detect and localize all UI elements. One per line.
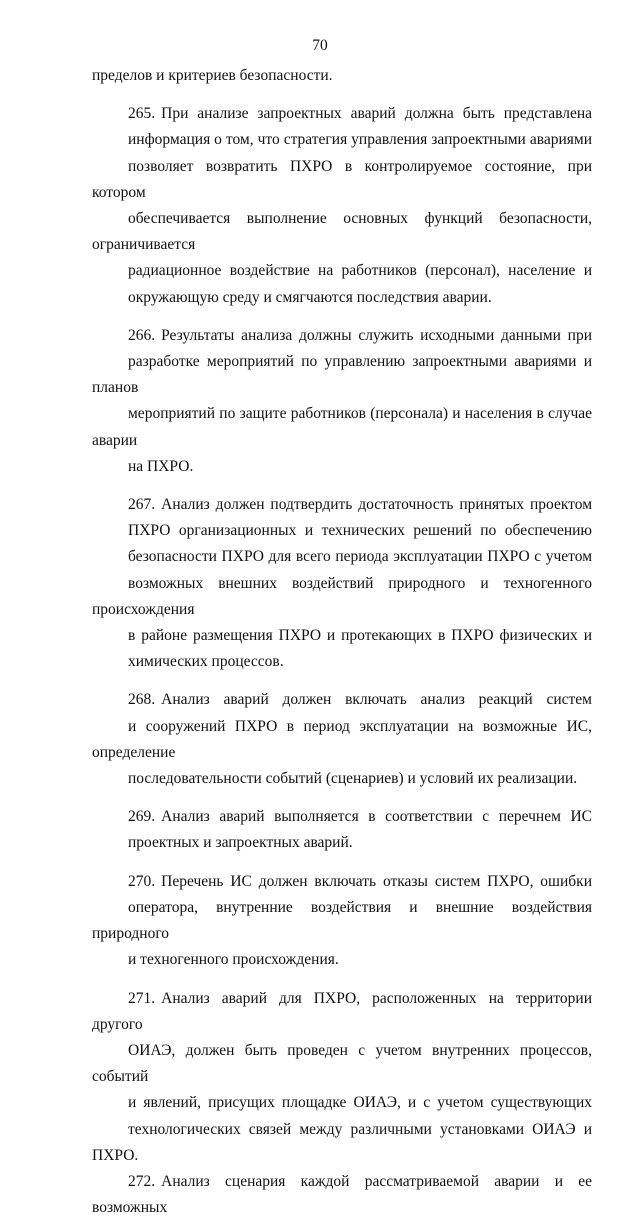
text-line (92, 895, 592, 947)
line-text: Результаты анализа должны служить исходными данными при (161, 326, 592, 344)
line-text: в районе размещения ПХРО и протекающих в ПХРО физических и (128, 627, 592, 645)
text-line (92, 947, 592, 973)
paragraph-p267 (92, 492, 592, 675)
line-text: радиационное воздействие на работников (персонал), население и (128, 262, 592, 280)
text-line (92, 492, 592, 518)
text-line (92, 623, 592, 649)
text-line (92, 258, 592, 284)
text-line (92, 1169, 592, 1221)
text-line (92, 518, 592, 544)
line-text: последовательности событий (сценариев) и условий их реализации. (128, 770, 578, 788)
line-text: оператора, внутренние воздействия и внешние воздействия природного (92, 898, 592, 943)
line-text: технологических связей между различными установками ОИАЭ и ПХРО. (92, 1120, 592, 1164)
paragraph-number: 269. (128, 808, 156, 826)
line-text: и сооружений ПХРО в период эксплуатации на возможные ИС, определение (92, 717, 592, 761)
text-line (92, 571, 592, 623)
paragraph-number: 268. (128, 691, 156, 709)
text-line (92, 869, 592, 895)
line-text: Анализ сценария каждой рассматриваемой аварии и ее возможных (92, 1172, 592, 1217)
paragraph-p268 (92, 687, 592, 792)
text-line (92, 1090, 592, 1116)
text-line (92, 206, 592, 258)
text-line (92, 323, 592, 349)
text-line (92, 766, 592, 792)
text-line (92, 101, 592, 127)
line-text: и явлений, присущих площадке ОИАЭ, и с учетом существующих (128, 1094, 592, 1112)
line-text: Анализ аварий выполняется в соответствии с перечнем ИС (161, 808, 592, 826)
text-line (92, 454, 592, 480)
page-number: 70 (312, 37, 328, 54)
line-text: ПХРО организационных и технических решений по обеспечению (128, 522, 592, 540)
line-text: ОИАЭ, должен быть проведен с учетом внутренних процессов, событий (92, 1041, 592, 1086)
text-line (92, 401, 592, 453)
line-text: химических процессов. (128, 653, 284, 671)
paragraph-p266 (92, 323, 592, 480)
text-line (92, 127, 592, 153)
paragraph-number: 271. (128, 989, 156, 1007)
document-body (92, 63, 592, 1221)
line-text: окружающую среду и смягчаются последствия аварии. (128, 288, 492, 306)
paragraph-p272 (92, 1169, 592, 1221)
line-text: Анализ должен подтвердить достаточность принятых проектом (161, 496, 592, 514)
text-line (92, 63, 592, 89)
line-text: возможных внешних воздействий природного и техногенного происхождения (92, 574, 592, 618)
paragraph-p269 (92, 804, 592, 856)
text-line (92, 1038, 592, 1090)
line-text: Перечень ИС должен включать отказы систем ПХРО, ошибки (161, 872, 592, 890)
line-text: разработке мероприятий по управлению запроектными авариями и планов (92, 353, 592, 397)
line-text: позволяет возвратить ПХРО в контролируемое состояние, при котором (92, 157, 592, 201)
text-line (92, 714, 592, 766)
text-line (92, 154, 592, 206)
paragraph-p271 (92, 986, 592, 1169)
text-line (92, 687, 592, 713)
text-line (92, 1117, 592, 1169)
line-text: проектных и запроектных аварий. (128, 834, 353, 852)
text-line (92, 804, 592, 830)
paragraph-number: 266. (128, 326, 156, 344)
paragraph-number: 272. (128, 1172, 156, 1190)
text-line (92, 830, 592, 856)
text-line (92, 349, 592, 401)
paragraph-number: 267. (128, 496, 156, 514)
text-line (92, 986, 592, 1038)
line-text: обеспечивается выполнение основных функций безопасности, ограничивается (92, 210, 592, 254)
line-text: При анализе запроектных аварий должна быть представлена (161, 105, 592, 123)
paragraph-cont (92, 63, 592, 89)
text-line (92, 544, 592, 570)
text-line (92, 285, 592, 311)
line-text: мероприятий по защите работников (персонала) и населения в случае аварии (92, 405, 592, 449)
paragraph-p270 (92, 869, 592, 974)
paragraph-p265 (92, 101, 592, 311)
paragraph-number: 270. (128, 872, 156, 890)
line-text: на ПХРО. (128, 457, 194, 475)
line-text: информация о том, что стратегия управления запроектными авариями (128, 131, 592, 149)
line-text: Анализ аварий должен включать анализ реакций систем (161, 691, 592, 709)
line-text: пределов и критериев безопасности. (92, 67, 333, 84)
text-line (92, 649, 592, 675)
line-text: безопасности ПХРО для всего периода эксплуатации ПХРО с учетом (128, 548, 592, 566)
paragraph-number: 265. (128, 105, 156, 123)
line-text: Анализ аварий для ПХРО, расположенных на территории другого (92, 989, 592, 1033)
line-text: и техногенного происхождения. (128, 951, 339, 969)
